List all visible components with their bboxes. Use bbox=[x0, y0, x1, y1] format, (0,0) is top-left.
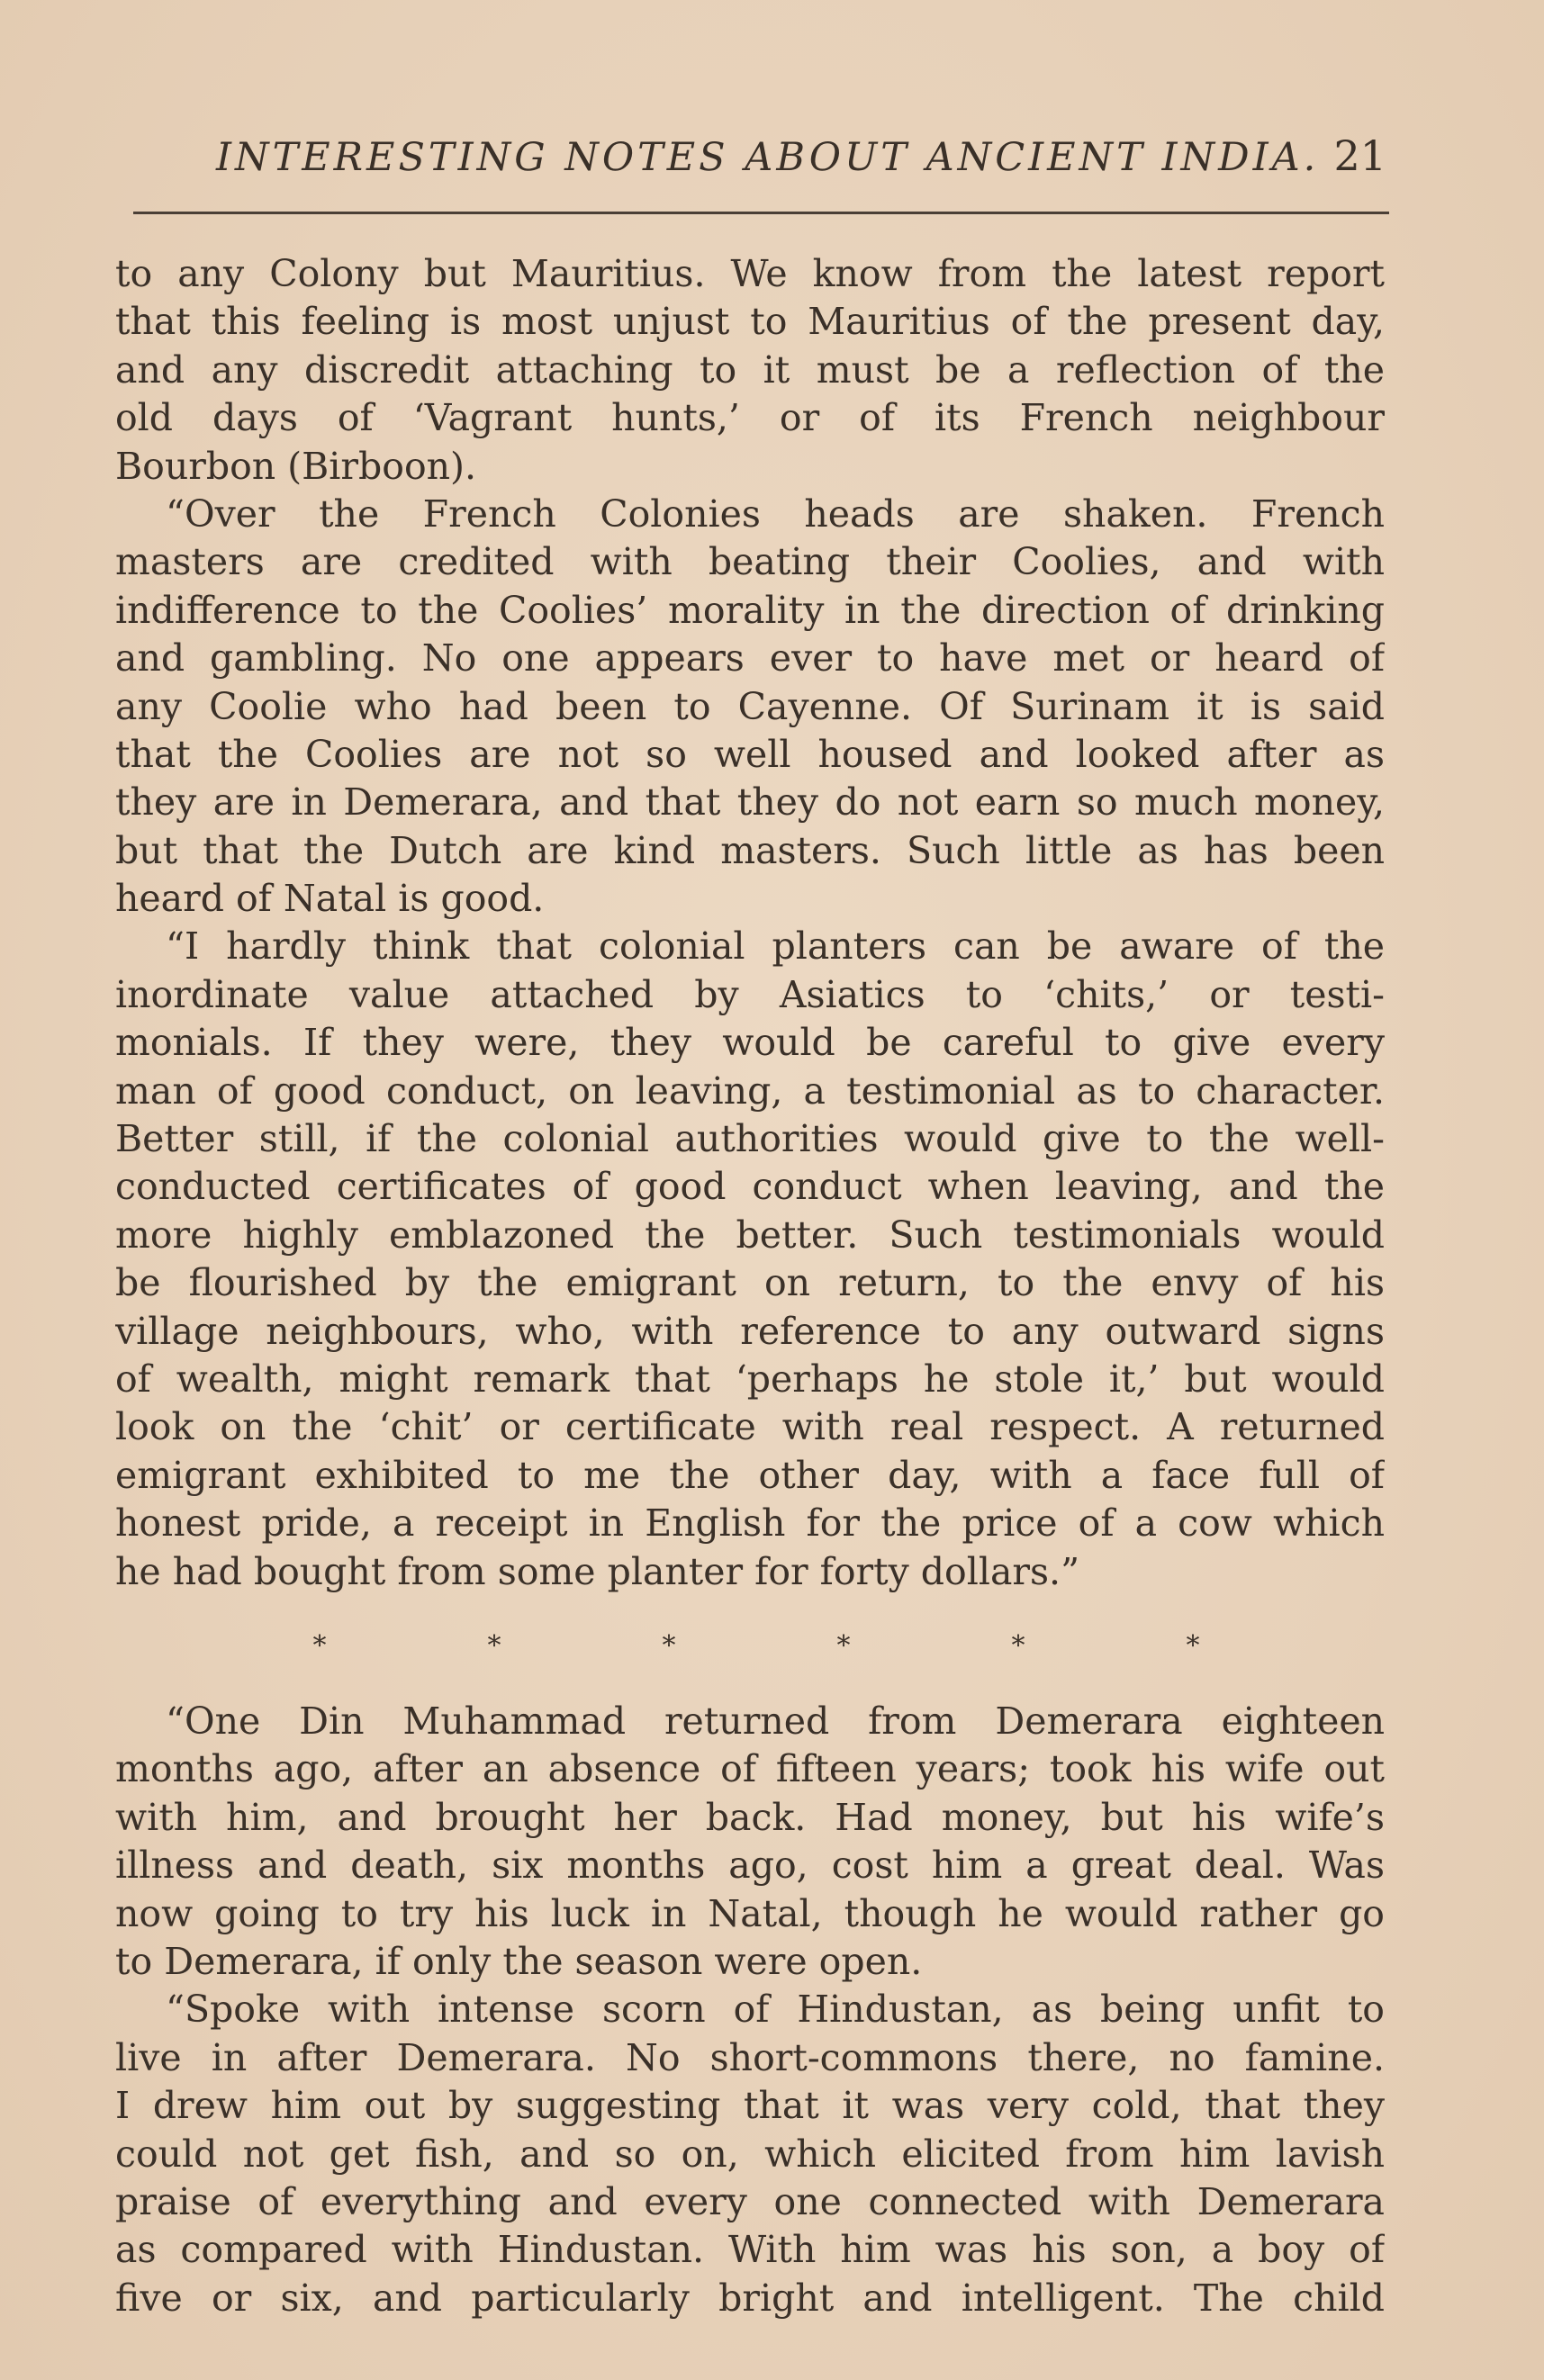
text-line: more highly emblazoned the better. Such testimonials would bbox=[115, 1213, 1385, 1257]
text-line: heard of Natal is good. bbox=[115, 877, 545, 921]
header-rule bbox=[133, 212, 1389, 214]
text-line: as compared with Hindustan. With him was his son, a boy of bbox=[115, 2228, 1385, 2272]
page-number: 21 bbox=[1333, 131, 1386, 180]
text-line: of wealth, might remark that ‘perhaps he stole it,’ but would bbox=[115, 1357, 1385, 1401]
text-line: honest pride, a receipt in English for the price of a cow which bbox=[115, 1501, 1385, 1546]
text-line: live in after Demerara. No short-commons there, no famine. bbox=[115, 2035, 1385, 2079]
text-line: that this feeling is most unjust to Mauritius of the present day, bbox=[115, 300, 1385, 344]
body-text-first bbox=[115, 250, 1385, 1596]
text-line: praise of everything and every one connected with Demerara bbox=[115, 2179, 1385, 2223]
text-line: now going to try his luck in Natal, though he would rather go bbox=[115, 1891, 1385, 1935]
text-line: that the Coolies are not so well housed and looked after as bbox=[115, 732, 1385, 776]
text-line: and any discredit attaching to it must be a reflection of the bbox=[115, 347, 1385, 392]
text-line: man of good conduct, on leaving, a testimonial as to character. bbox=[115, 1068, 1385, 1113]
text-line: masters are credited with beating their Coolies, and with bbox=[115, 540, 1385, 584]
text-line: he had bought from some planter for forty dollars.” bbox=[115, 1549, 1080, 1593]
asterisk: * bbox=[487, 1629, 501, 1662]
text-line: old days of ‘Vagrant hunts,’ or of its French neighbour bbox=[115, 396, 1385, 440]
text-line: “Spoke with intense scorn of Hindustan, as being unfit to bbox=[166, 1988, 1385, 2032]
text-line: they are in Demerara, and that they do not earn so much money, bbox=[115, 780, 1385, 825]
text-line: I drew him out by suggesting that it was very cold, that they bbox=[115, 2084, 1385, 2128]
body-text-second bbox=[115, 1698, 1385, 2322]
asterisk: * bbox=[1186, 1629, 1200, 1662]
text-line: indifference to the Coolies’ morality in the direction of drinking bbox=[115, 588, 1385, 632]
text-line: “One Din Muhammad returned from Demerara eighteen bbox=[166, 1699, 1385, 1743]
asterisk: * bbox=[836, 1629, 851, 1662]
asterisk: * bbox=[1011, 1629, 1025, 1662]
running-head bbox=[117, 131, 1386, 189]
text-line: village neighbours, who, with reference to any outward signs bbox=[115, 1309, 1385, 1353]
text-line: to any Colony but Mauritius. We know from the latest report bbox=[115, 252, 1385, 295]
text-line: to Demerara, if only the season were open. bbox=[115, 1939, 923, 1983]
asterisk: * bbox=[312, 1629, 327, 1662]
text-line: conducted certificates of good conduct when leaving, and the bbox=[115, 1165, 1385, 1209]
text-line: but that the Dutch are kind masters. Such little as has been bbox=[115, 828, 1385, 872]
text-line: could not get fish, and so on, which elicited from him lavish bbox=[115, 2132, 1385, 2176]
text-line: inordinate value attached by Asiatics to ‘chits,’ or testi- bbox=[115, 972, 1385, 1016]
text-line: monials. If they were, they would be careful to give every bbox=[115, 1021, 1385, 1065]
section-break bbox=[306, 1621, 1206, 1670]
text-line: “Over the French Colonies heads are shaken. French bbox=[166, 491, 1385, 536]
text-line: Bourbon (Birboon). bbox=[115, 444, 477, 488]
text-line: with him, and brought her back. Had money, but his wife’s bbox=[115, 1795, 1385, 1839]
text-line: and gambling. No one appears ever to have met or heard of bbox=[115, 636, 1385, 681]
text-line: any Coolie who had been to Cayenne. Of Surinam it is said bbox=[115, 684, 1385, 728]
text-line: Better still, if the colonial authorities would give to the well- bbox=[115, 1117, 1385, 1161]
text-line: look on the ‘chit’ or certificate with real respect. A returned bbox=[115, 1405, 1385, 1449]
text-line: “I hardly think that colonial planters can be aware of the bbox=[166, 924, 1385, 969]
text-line: months ago, after an absence of fifteen years; took his wife out bbox=[115, 1747, 1385, 1791]
text-line: be flourished by the emigrant on return, to the envy of his bbox=[115, 1261, 1385, 1305]
text-line: illness and death, six months ago, cost him a great deal. Was bbox=[115, 1844, 1385, 1888]
text-line: five or six, and particularly bright and intelligent. The child bbox=[115, 2276, 1385, 2320]
asterisk: * bbox=[662, 1629, 676, 1662]
text-line: emigrant exhibited to me the other day, with a face full of bbox=[115, 1453, 1385, 1497]
running-title: INTERESTING NOTES ABOUT ANCIENT INDIA. bbox=[216, 135, 1320, 180]
